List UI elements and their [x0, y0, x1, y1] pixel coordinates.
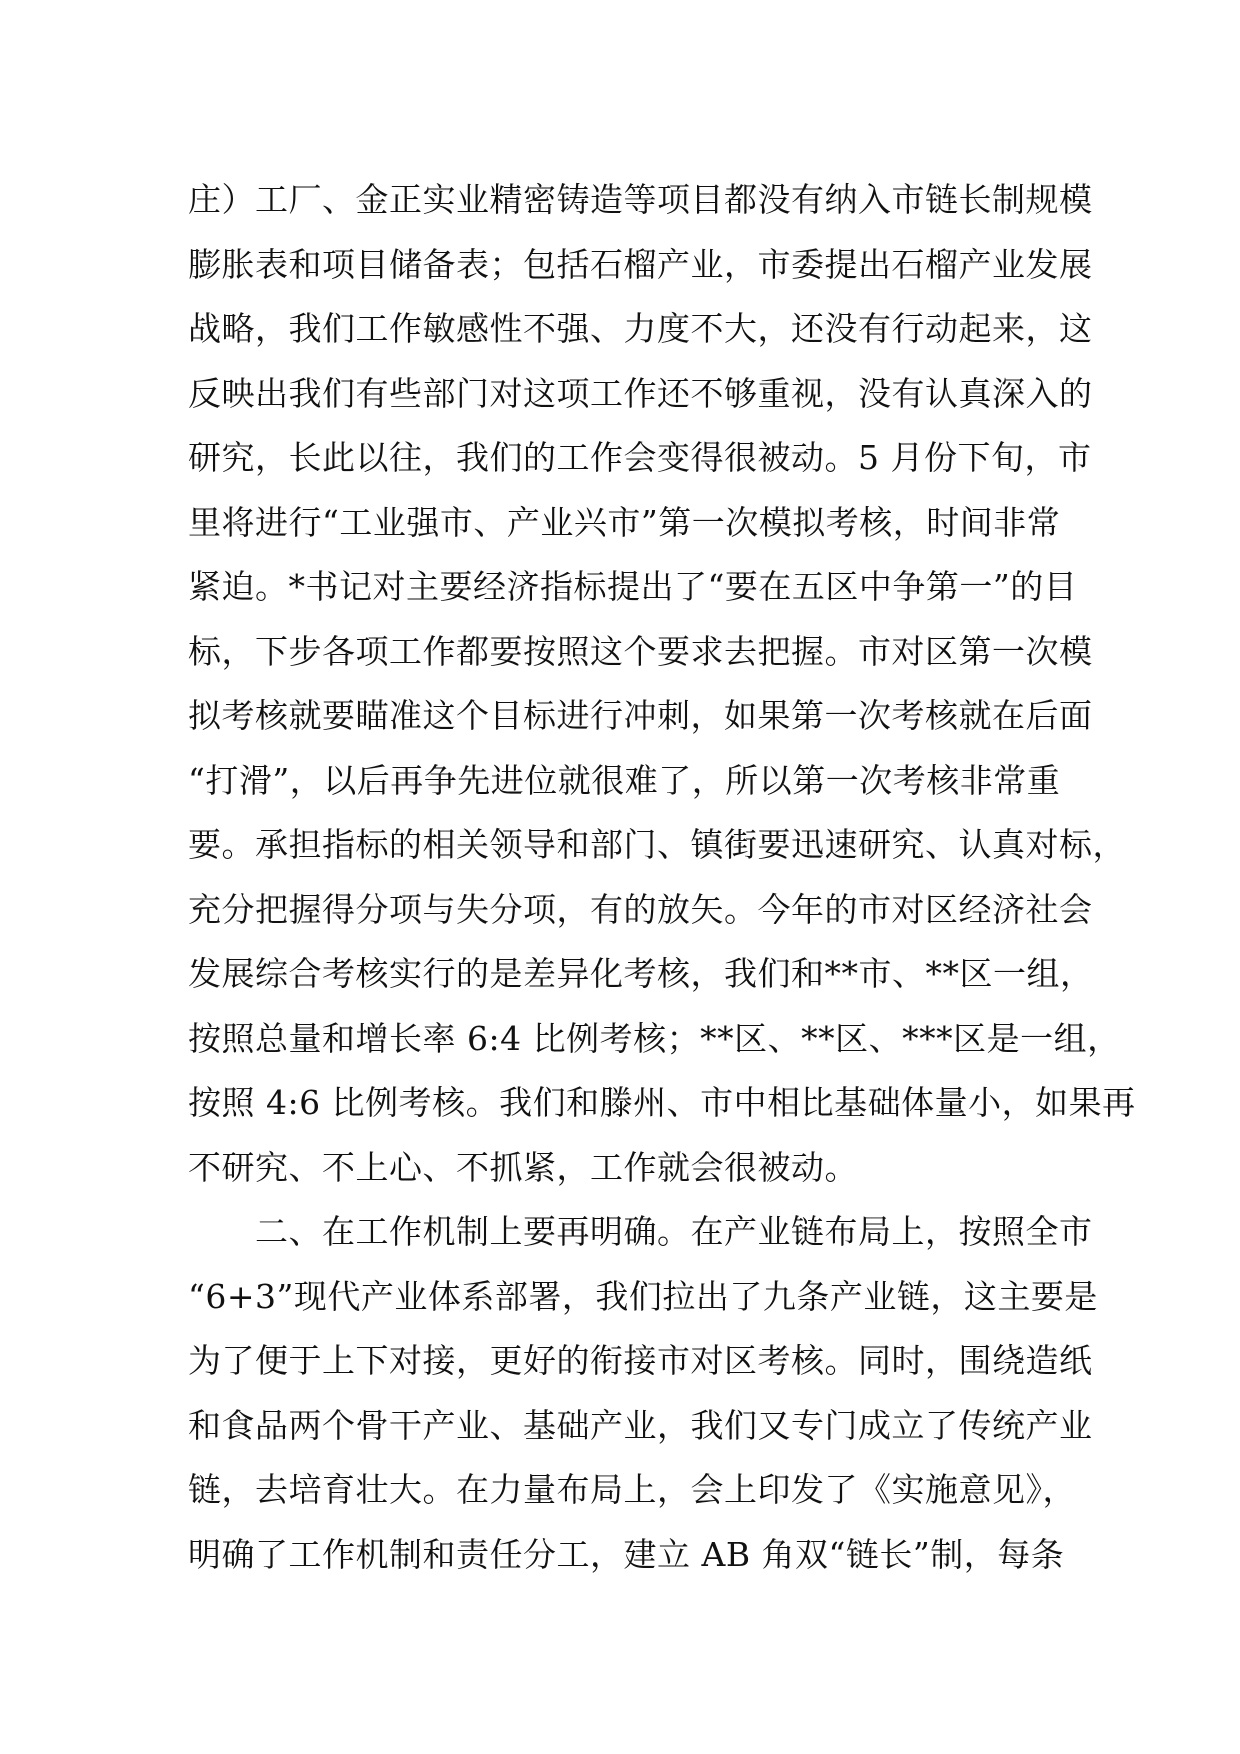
text-line: 链，去培育壮大。在力量布局上，会上印发了《实施意见》， — [188, 1470, 1076, 1509]
text-line: 标，下步各项工作都要按照这个要求去把握。市对区第一次模 — [188, 631, 1093, 671]
text-line: “打滑”，以后再争先进位就很难了，所以第一次考核非常重 — [188, 760, 1061, 800]
text-line: 充分把握得分项与失分项，有的放矢。今年的市对区经济社会 — [188, 889, 1093, 929]
body-text — [188, 168, 1136, 1587]
text-line: 研究，长此以往，我们的工作会变得很被动。5 月份下旬，市 — [188, 438, 1092, 477]
text-line: 明确了工作机制和责任分工，建立 AB 角双“链长”制，每条 — [188, 1534, 1065, 1574]
text-line: 要。承担指标的相关领导和部门、镇街要迅速研究、认真对标， — [188, 825, 1126, 864]
text-line: 按照总量和增长率 6:4 比例考核；**区、**区、***区是一组， — [188, 1018, 1121, 1058]
text-line: 反映出我们有些部门对这项工作还不够重视，没有认真深入的 — [188, 373, 1093, 413]
text-line: 紧迫。*书记对主要经济指标提出了“要在五区中争第一”的目 — [188, 567, 1078, 606]
text-line: 发展综合考核实行的是差异化考核，我们和**市、**区一组， — [188, 954, 1094, 993]
text-line: 二、在工作机制上要再明确。在产业链布局上，按照全市 — [188, 1212, 1093, 1251]
text-line: 和食品两个骨干产业、基础产业，我们又专门成立了传统产业 — [188, 1405, 1093, 1445]
text-line: 里将进行“工业强市、产业兴市”第一次模拟考核，时间非常 — [188, 502, 1061, 542]
text-line: 庄）工厂、金正实业精密铸造等项目都没有纳入市链长制规模 — [188, 180, 1093, 219]
text-line: 战略，我们工作敏感性不强、力度不大，还没有行动起来，这 — [188, 309, 1093, 348]
text-line: “6+3”现代产业体系部署，我们拉出了九条产业链，这主要是 — [188, 1276, 1098, 1316]
text-line: 不研究、不上心、不抓紧，工作就会很被动。 — [188, 1147, 858, 1187]
text-line: 按照 4:6 比例考核。我们和滕州、市中相比基础体量小，如果再 — [188, 1083, 1136, 1122]
text-line: 为了便于上下对接，更好的衔接市对区考核。同时，围绕造纸 — [188, 1341, 1093, 1380]
text-line: 膨胀表和项目储备表；包括石榴产业，市委提出石榴产业发展 — [188, 244, 1093, 284]
text-line: 拟考核就要瞄准这个目标进行冲刺，如果第一次考核就在后面 — [188, 696, 1093, 735]
